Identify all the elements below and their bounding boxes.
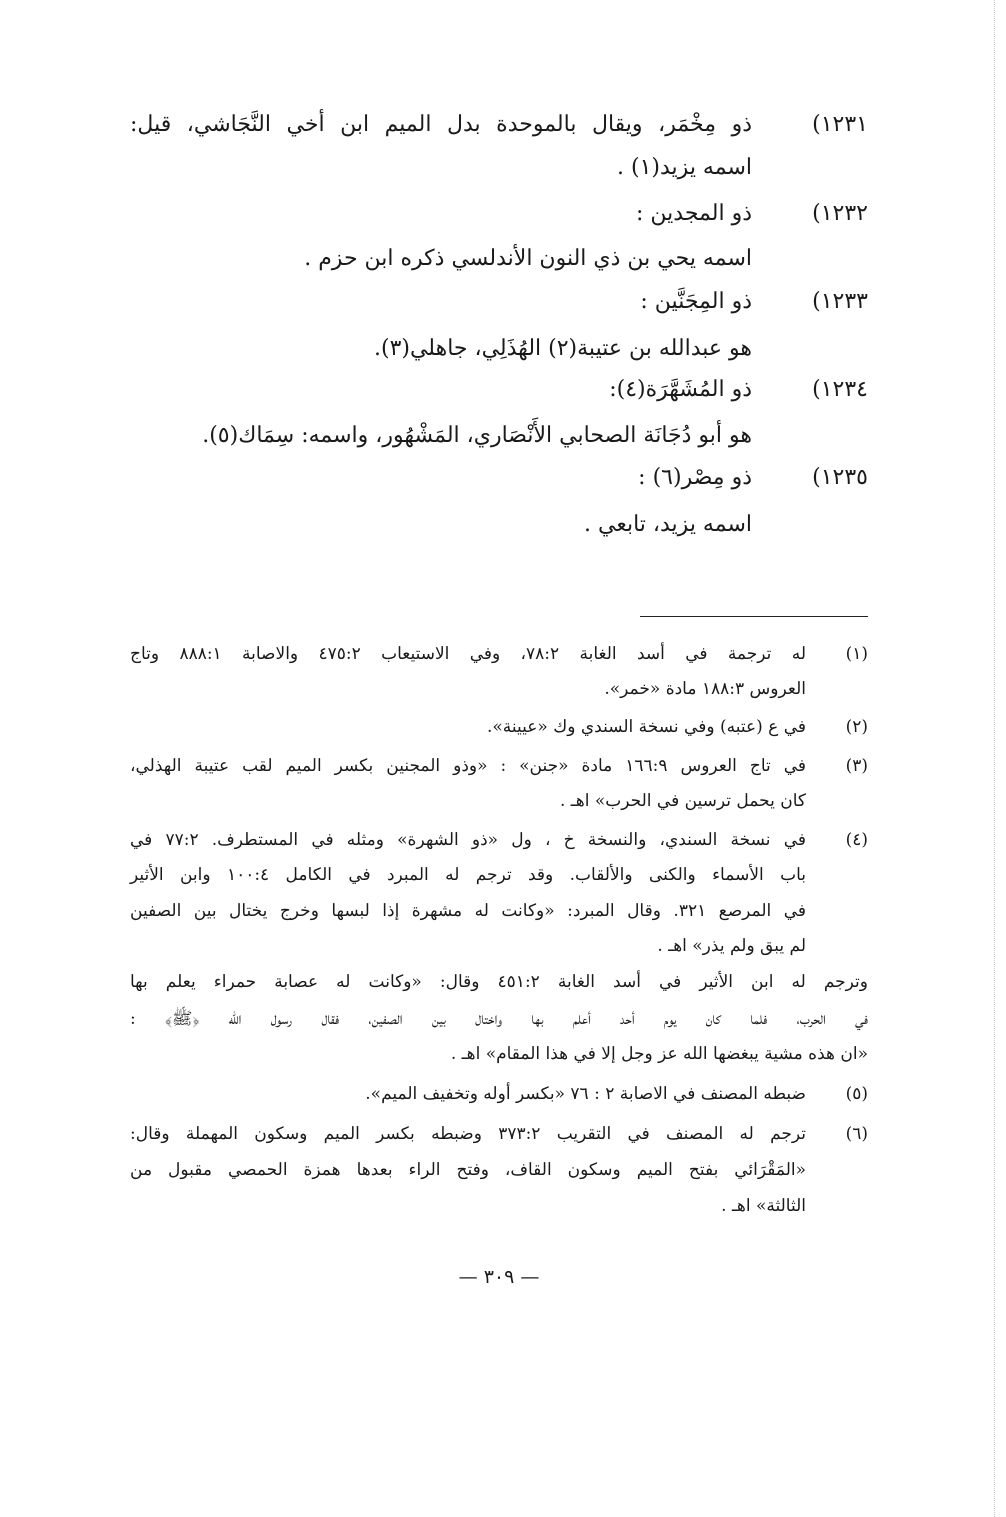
entry-text: اسمه يزيد، تابعي .: [584, 512, 752, 537]
entry-heading: ذو المُشَهَّرَة(٤):: [609, 377, 752, 402]
footnote-line: كان يحمل ترسين في الحرب» اهـ .: [559, 791, 806, 811]
footnote-line: ترجم له المصنف في التقريب ٣٧٣:٢ وضبطه بكسر الميم وسكون المهملة وقال:: [130, 1124, 807, 1144]
entry-heading: ذو المِجَنَّين :: [640, 289, 752, 314]
entry-heading: ذو المجدين :: [636, 201, 752, 226]
footnote-marker: (٥): [845, 1084, 868, 1104]
entry-number: ١٢٣٣): [812, 289, 868, 314]
footnote-line: «ان هذه مشية يبغضها الله عز وجل إلا في هذا المقام» اهـ .: [450, 1044, 868, 1064]
entry-text: اسمه يحي بن ذي النون الأندلسي ذكره ابن حزم .: [304, 246, 752, 271]
footnote-line: في ع (عتبه) وفي نسخة السندي وك «عيينة».: [486, 717, 806, 737]
footnote-marker: (٤): [845, 830, 868, 850]
footnote-line: العروس ١٨٨:٣ مادة «خمر».: [604, 679, 806, 699]
entry-number: ١٢٣١): [812, 112, 868, 137]
footnote-line: باب الأسماء والكنى والألقاب. وقد ترجم له المبرد في الكامل ١٠٠:٤ وابن الأثير: [130, 865, 806, 885]
page-number: — ٣٠٩ —: [458, 1266, 540, 1288]
footnote-separator: [640, 616, 868, 617]
footnote-line: له ترجمة في أسد الغابة ٧٨:٢، وفي الاستيعاب ٤٧٥:٢ والاصابة ٨٨٨:١ وتاج: [130, 644, 807, 664]
entry-heading: ذو مِصْر(٦) :: [638, 465, 752, 490]
entry-number: ١٢٣٢): [812, 201, 868, 226]
footnote-line: الثالثة» اهـ .: [721, 1196, 806, 1216]
entry-number: ١٢٣٤): [812, 377, 868, 402]
entry-number: ١٢٣٥): [812, 465, 868, 490]
footnote-line: في نسخة السندي، والنسخة خ ، ول «ذو الشهرة» ومثله في المستطرف. ٧٧:٢ في: [130, 830, 806, 850]
scan-edge-line: [994, 0, 995, 1517]
entry-text: هو أبو دُجَانَة الصحابي الأَنْصَاري، المَشْهُور، واسمه: سِمَاك(٥).: [202, 423, 752, 448]
footnote-marker: (٦): [845, 1124, 868, 1144]
entry-text: ذو مِخْمَر، ويقال بالموحدة بدل الميم ابن أخي النَّجَاشي، قيل:: [130, 112, 752, 137]
footnote-line: «المَقْرَائي بفتح الميم وسكون القاف، وفتح الراء بعدها همزة الحمصي مقبول من: [130, 1160, 806, 1180]
entry-text: هو عبدالله بن عتيبة(٢) الهُذَلِي، جاهلي(٣).: [373, 336, 752, 361]
footnote-line: ضبطه المصنف في الاصابة ٢ : ٧٦ «بكسر أوله وتخفيف الميم».: [365, 1084, 806, 1104]
entry-text: اسمه يزيد(١) .: [617, 155, 752, 180]
footnote-line: في تاج العروس ١٦٦:٩ مادة «جنن» : «وذو المجنين بكسر الميم لقب عتيبة الهذلي،: [130, 756, 806, 776]
footnote-marker: (٢): [845, 717, 868, 737]
footnote-marker: (١): [845, 644, 868, 664]
footnote-line: لم يبق ولم يذر» اهـ .: [657, 936, 806, 956]
footnote-line: وترجم له ابن الأثير في أسد الغابة ٤٥١:٢ وقال: «وكانت له عصابة حمراء يعلم بها: [130, 972, 868, 992]
footnote-line: في المرصع ٣٢١. وقال المبرد: «وكانت له مشهرة إذا لبسها وخرج يختال بين الصفين: [130, 901, 807, 921]
footnote-marker: (٣): [845, 756, 868, 776]
footnote-line: في الحرب، فلما كان يوم أحد أعلم بها واختال بين الصفين، فقال رسول الله ﴿ﷺ﴾ :: [130, 1009, 868, 1029]
